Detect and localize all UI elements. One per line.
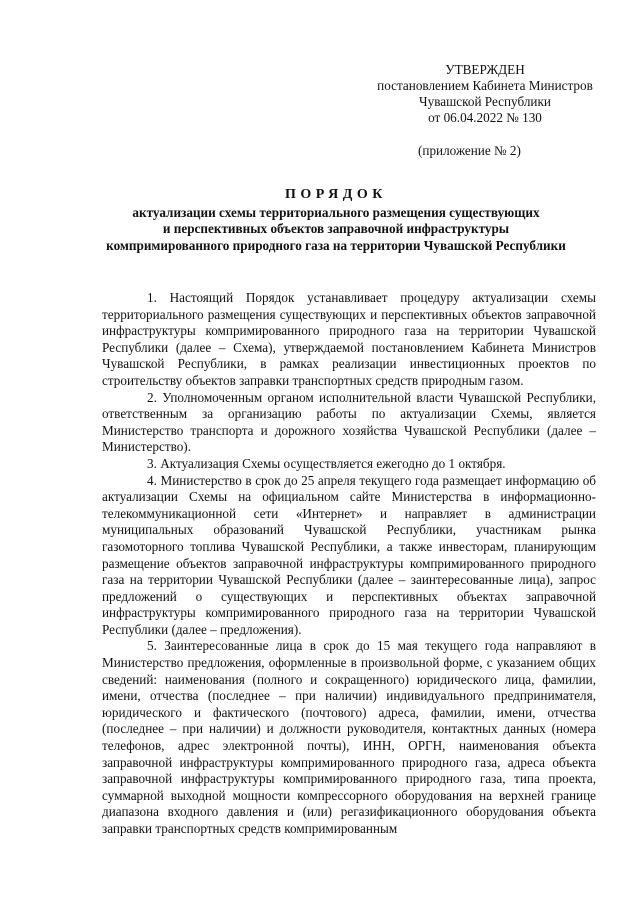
paragraph: 5. Заинтересованные лица в срок до 15 мая текущего года направляют в Министерство предложения, оформленные в произвольной форме, с указанием общих сведений: наименования (полного и сокращенного) юридического лица, фамилии, имени, отчества (последнее – при наличии) индивидуального предпринимателя, юридического и фактического (почтового) адреса, фамилии, имени, отчества (последнее – при наличии) и должности руководителя, контактных данных (номера телефонов, адрес электронной почты), ИНН, ОРГН, наименования объекта заправочной инфраструктуры компримированного природного газа, адреса объекта заправочной инфраструктуры компримированного природного газа, типа проекта, суммарной выходной мощности компрессорного оборудования на верхней границе диапазона входного давления и (или) регазификационного оборудования объекта заправки транспортных средств компримированным bbox=[102, 638, 596, 836]
paragraph: 4. Министерство в срок до 25 апреля текущего года размещает информацию об актуализации Схемы на официальном сайте Министерства в информационно-телекоммуникационной сети «Интернет» и направляет в администрации муниципальных образований Чувашской Республики, участникам рынка газомоторного топлива Чувашской Республики, а также инвесторам, планирующим размещение объектов заправочной инфраструктуры компримированного природного газа на территории Чувашской Республики (далее – заинтересованные лица), запрос предложений о существующих и перспективных объектах заправочной инфраструктуры компримированного природного газа на территории Чувашской Республики (далее – предложения). bbox=[102, 472, 596, 637]
document-body bbox=[102, 290, 596, 838]
approval-line: от 06.04.2022 № 130 bbox=[428, 110, 542, 125]
document-title: ПОРЯДОК bbox=[285, 187, 387, 202]
appendix-note: (приложение № 2) bbox=[418, 143, 521, 158]
approval-line: Чувашской Республики bbox=[419, 94, 551, 109]
paragraph: 1. Настоящий Порядок устанавливает процедуру актуализации схемы территориального размещения существующих и перспективных объектов заправочной инфраструктуры компримированного природного газа на территории Чувашской Республики (далее – Схема), утверждаемой постановлением Кабинета Министров Чувашской Республики, в рамках реализации инвестиционных проектов по строительству объектов заправки транспортных средств природным газом. bbox=[102, 290, 596, 388]
paragraph: 2. Уполномоченным органом исполнительной власти Чувашской Республики, ответственным за организацию работы по актуализации Схемы, является Министерство транспорта и дорожного хозяйства Чувашской Республики (далее – Министерство). bbox=[102, 389, 596, 455]
approval-line: УТВЕРЖДЕН bbox=[445, 62, 525, 77]
document-subtitle-line: компримированного природного газа на территории Чувашской Республики bbox=[106, 237, 566, 253]
approval-stamp bbox=[360, 62, 610, 126]
approval-line: постановлением Кабинета Министров bbox=[377, 78, 593, 93]
document-heading bbox=[96, 187, 576, 254]
paragraph: 3. Актуализация Схемы осуществляется ежегодно до 1 октября. bbox=[147, 455, 506, 471]
document-subtitle-line: и перспективных объектов заправочной инфраструктуры bbox=[162, 221, 510, 236]
document-subtitle-line: актуализации схемы территориального размещения существующих bbox=[132, 204, 540, 220]
